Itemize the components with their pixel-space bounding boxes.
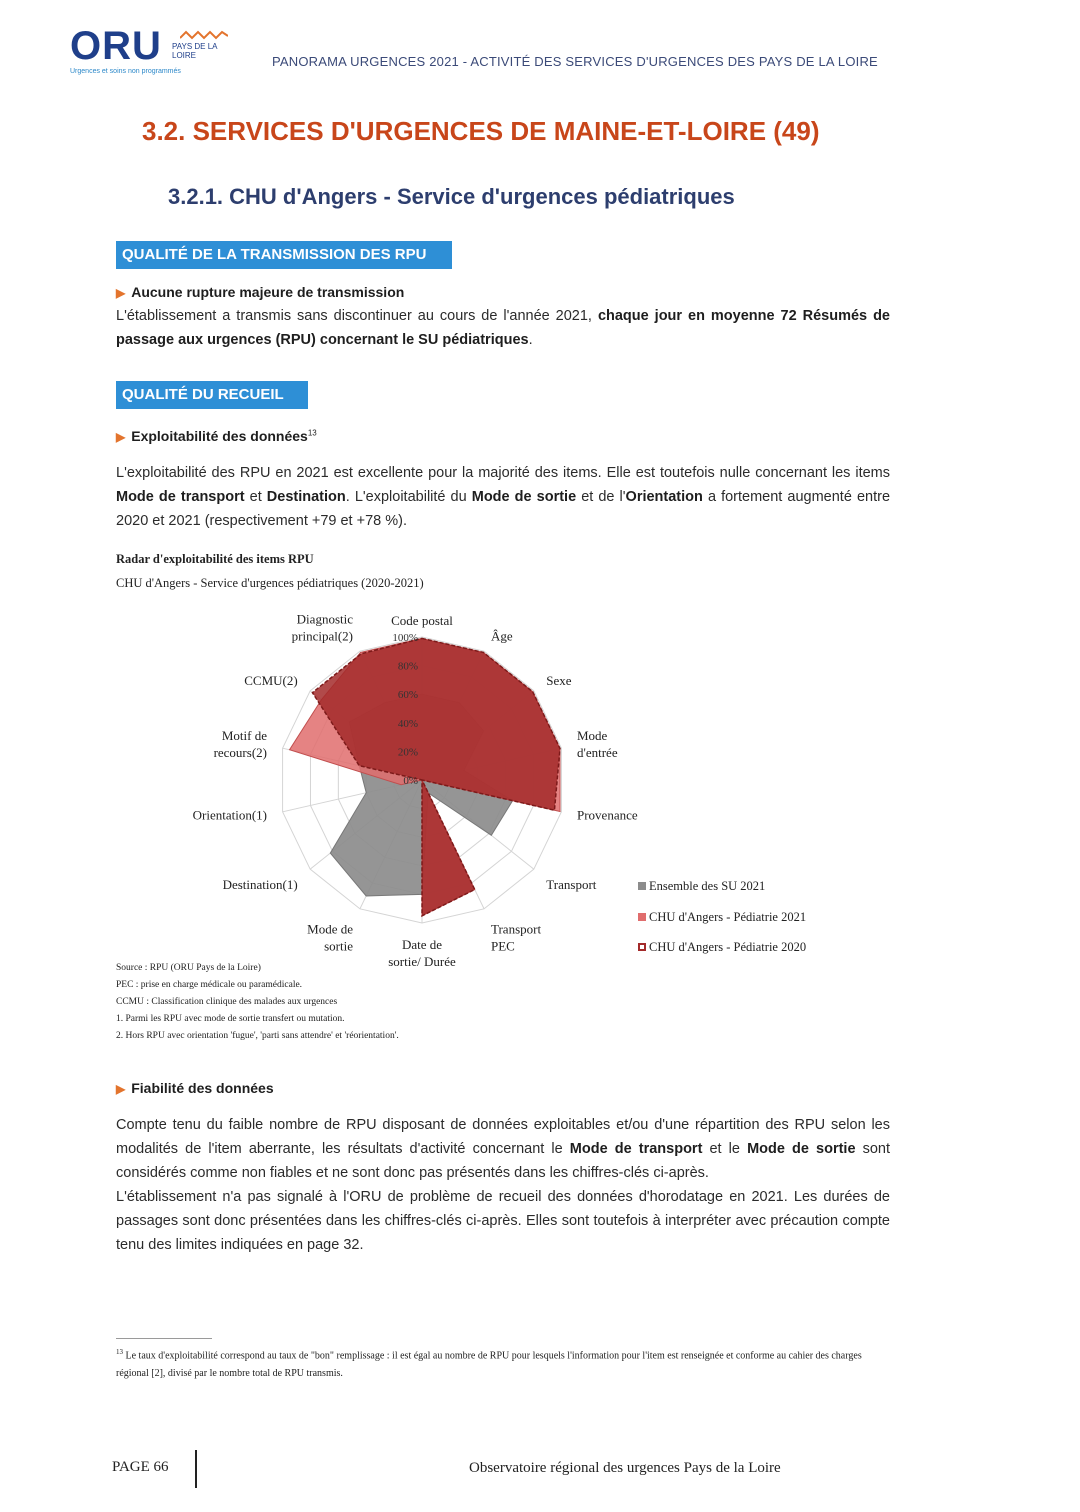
triangle-bullet-icon: ▶ [116, 1082, 126, 1096]
chart-note: 1. Parmi les RPU avec mode de sortie transfert ou mutation. [116, 1014, 345, 1024]
radar-axis-label [546, 673, 572, 688]
band-recueil: QUALITÉ DU RECUEIL [116, 381, 308, 409]
recueil-text-2: et [244, 489, 267, 505]
chart-note: CCMU : Classification clinique des malades aux urgences [116, 997, 338, 1007]
radar-scale-label: 100% [392, 632, 418, 644]
transmission-text-1: L'établissement a transmis sans discontinuer au cours de l'année 2021, [116, 308, 598, 324]
radar-axis-label-line: Motif de [221, 728, 267, 744]
recueil-bold-3: Mode de sortie [471, 489, 577, 505]
radar-axis-label-line: Mode [577, 728, 608, 744]
logo-wave-icon [180, 28, 228, 42]
fiabilite-text-3: sont considérés comme non fiables et ne sont donc pas présentés dans les chiffres-clés ci-après. [116, 1141, 891, 1181]
footer-separator [195, 1450, 197, 1488]
radar-scale-label: 20% [397, 746, 418, 759]
fiabilite-text-1: Compte tenu du faible nombre de RPU disposant de données exploitables et/ou d'une répartition des RPU selon les modalités de l'item aberrante, les résultats d'activité concernant le [116, 1117, 890, 1157]
radar-axis-label [292, 612, 354, 644]
recueil-bold-2: Destination [266, 489, 346, 505]
fiabilite-paragraph [116, 1113, 890, 1257]
radar-axis-label [193, 807, 267, 822]
radar-axis-label-line: d'entrée [577, 745, 618, 761]
radar-axis-label [223, 877, 298, 892]
page-number: PAGE 66 [112, 1459, 169, 1475]
recueil-text-4: et de l' [576, 489, 626, 505]
chart-note: 2. Hors RPU avec orientation 'fugue', 'parti sans attendre' et 'réorientation'. [116, 1031, 399, 1041]
fiabilite-bold-2: Mode de sortie [747, 1141, 856, 1157]
recueil-text-1: L'exploitabilité des RPU en 2021 est excellente pour la majorité des items. Elle est toutefois nulle concernant les items [116, 465, 890, 481]
radar-axis-label-line: Mode de [307, 921, 354, 937]
recueil-heading [116, 428, 317, 444]
radar-axis-label-line: Âge [490, 628, 513, 644]
fiabilite-heading [116, 1080, 274, 1096]
footer-organization: Observatoire régional des urgences Pays de la Loire [469, 1460, 781, 1476]
legend-swatch-pediatrie-2021 [638, 913, 646, 921]
radar-axis-label [214, 728, 268, 760]
radar-axis-label-line: sortie [324, 938, 354, 954]
radar-axis-label-line: Code postal [391, 613, 453, 628]
recueil-text-3: . L'exploitabilité du [345, 489, 472, 505]
radar-axis-label-line: Diagnostic [296, 611, 354, 627]
logo-text: ORU [70, 24, 162, 68]
radar-axis-label-line: Date de [401, 937, 443, 952]
legend-label-pediatrie-2020: CHU d'Angers - Pédiatrie 2020 [649, 940, 807, 954]
chart-note: Source : RPU (ORU Pays de la Loire) [116, 963, 261, 973]
radar-axis-label-line: recours(2) [213, 745, 267, 761]
footnote-rule [116, 1338, 212, 1339]
recueil-heading-text: Exploitabilité des données [131, 428, 308, 444]
logo-tagline: Urgences et soins non programmés [70, 68, 181, 75]
chart-subtitle: CHU d'Angers - Service d'urgences pédiatriques (2020-2021) [116, 576, 424, 590]
radar-axis-label-line: Provenance [577, 807, 638, 823]
footnote-text: Le taux d'exploitabilité correspond au taux de "bon" remplissage : il est égal au nombre de RPU pour lesquels l'information pour l'item est renseignée et conforme au cahier des charges régional [2], divisé par le nombre total de RPU transmis. [116, 1350, 862, 1380]
chart-title: Radar d'exploitabilité des items RPU [116, 552, 314, 566]
legend-swatch-ensemble [638, 882, 646, 890]
radar-axis-label-line: Destination(1) [222, 877, 298, 893]
fiabilite-text-4: L'établissement n'a pas signalé à l'ORU de problème de recueil des données d'horodatage en 2021. Les durées de passages sont donc présentées dans les chiffres-clés ci-après. Elles sont toutefois à interpréter avec précaution compte tenu des limites indiquées en page 32. [116, 1189, 890, 1253]
radar-scale-label: 40% [397, 717, 418, 730]
radar-axis-label [307, 921, 353, 953]
recueil-bold-1: Mode de transport [116, 489, 245, 505]
recueil-text-5: a fortement augmenté entre 2020 et 2021 (respectivement +79 et +78 %). [116, 489, 891, 529]
footnote-ref: 13 [307, 428, 317, 438]
radar-scale-label: 0% [403, 775, 418, 787]
radar-axis-label-line: Transport [490, 921, 542, 937]
radar-axis-label [244, 673, 297, 688]
oru-logo [70, 24, 230, 82]
band-transmission: QUALITÉ DE LA TRANSMISSION DES RPU [116, 241, 452, 269]
header-title: PANORAMA URGENCES 2021 - ACTIVITÉ DES SERVICES D'URGENCES DES PAYS DE LA LOIRE [272, 54, 878, 69]
radar-axis-label [577, 728, 618, 760]
radar-chart [0, 600, 1080, 980]
legend-swatch-pediatrie-2020 [638, 943, 646, 951]
radar-axis-label-line: Transport [546, 877, 597, 893]
radar-axis-label-line: PEC [490, 938, 515, 954]
footnote-number: 13 [116, 1348, 123, 1356]
legend-label-ensemble: Ensemble des SU 2021 [649, 879, 766, 893]
legend-item-pediatrie-2020 [638, 940, 806, 955]
transmission-heading [116, 284, 404, 300]
radar-axis-label-line: CCMU(2) [244, 672, 298, 688]
radar-axis-label [546, 877, 596, 892]
transmission-text-bold: chaque jour en moyenne 72 Résumés de passage aux urgences (RPU) concernant le SU pédiatriques [116, 308, 890, 348]
fiabilite-text-2: et le [702, 1141, 748, 1157]
fiabilite-heading-text: Fiabilité des données [131, 1080, 274, 1096]
logo-region: PAYS DE LA LOIRE [172, 42, 218, 60]
radar-scale-label: 80% [397, 660, 418, 673]
section-subtitle: 3.2.1. CHU d'Angers - Service d'urgences pédiatriques [168, 184, 735, 209]
legend-label-pediatrie-2021: CHU d'Angers - Pédiatrie 2021 [649, 910, 807, 924]
radar-axis-label [491, 629, 513, 644]
radar-axis-label [491, 921, 541, 953]
radar-scale-label: 60% [397, 689, 418, 702]
section-title: 3.2. SERVICES D'URGENCES DE MAINE-ET-LOIRE (49) [142, 116, 820, 146]
chart-note: PEC : prise en charge médicale ou paramédicale. [116, 980, 303, 990]
transmission-text-2: . [528, 332, 533, 348]
radar-axis-label-line: sortie/ Durée [388, 954, 456, 969]
transmission-heading-text: Aucune rupture majeure de transmission [131, 284, 405, 300]
radar-axis-label [391, 613, 453, 628]
recueil-bold-4: Orientation [625, 489, 703, 505]
fiabilite-bold-1: Mode de transport [569, 1141, 703, 1157]
transmission-paragraph [116, 304, 890, 352]
radar-axis-label [388, 937, 456, 969]
recueil-paragraph [116, 461, 890, 533]
legend-item-pediatrie-2021 [638, 910, 806, 925]
radar-axis-label-line: principal(2) [291, 628, 354, 644]
triangle-bullet-icon: ▶ [116, 430, 126, 444]
radar-axis-label [577, 807, 638, 822]
legend-item-ensemble [638, 879, 765, 894]
radar-axis-label-line: Sexe [546, 672, 572, 688]
radar-axis-label-line: Orientation(1) [192, 807, 267, 823]
footnote [116, 1343, 890, 1383]
triangle-bullet-icon: ▶ [116, 286, 126, 300]
